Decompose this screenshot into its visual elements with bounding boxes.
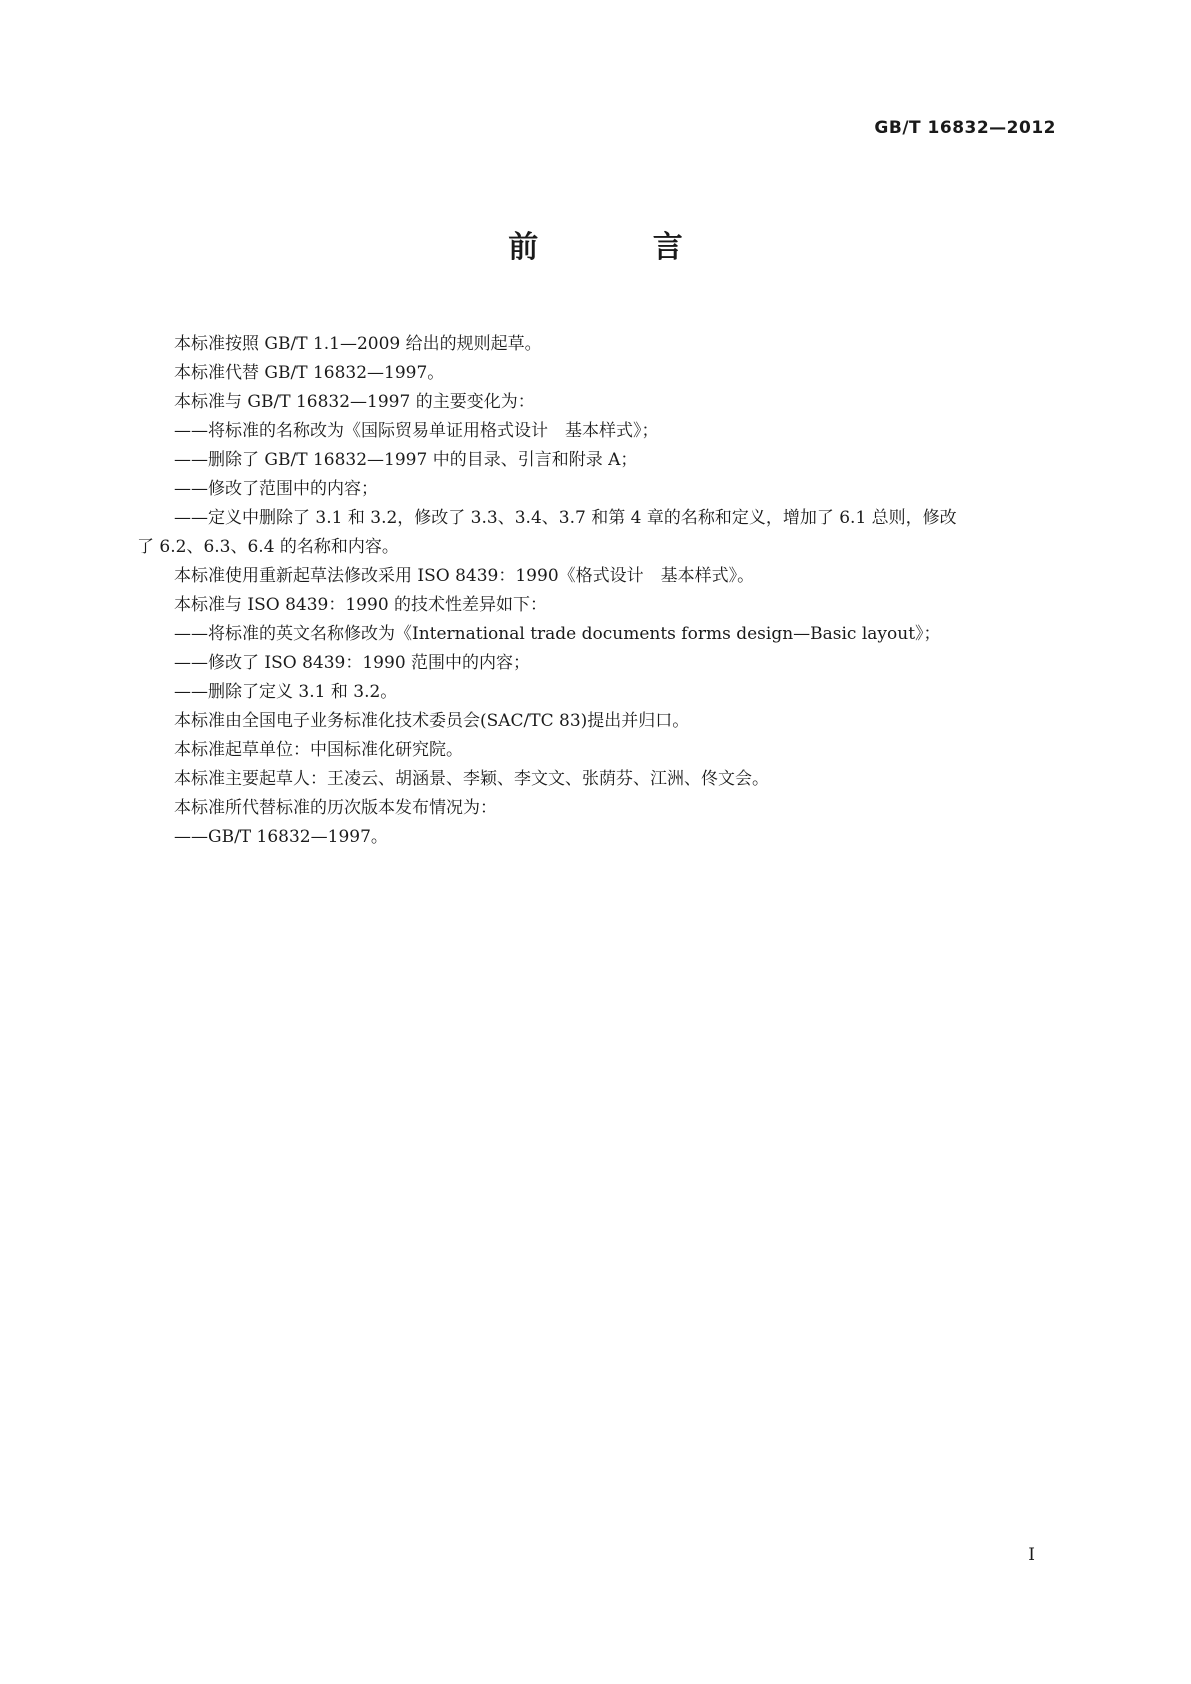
- list-item: ——定义中删除了 3.1 和 3.2，修改了 3.3、3.4、3.7 和第 4 章的名称和定义，增加了 6.1 总则，修改: [174, 508, 957, 528]
- list-item: ——删除了 GB/T 16832—1997 中的目录、引言和附录 A；: [174, 450, 638, 470]
- list-item: ——修改了范围中的内容；: [174, 479, 378, 499]
- paragraph: 本标准使用重新起草法修改采用 ISO 8439：1990《格式设计 基本样式》。: [174, 566, 755, 586]
- list-item: ——将标准的名称改为《国际贸易单证用格式设计 基本样式》；: [174, 421, 659, 441]
- page-number: I: [1028, 1545, 1035, 1565]
- list-item: ——将标准的英文名称修改为《International trade documents forms design—Basic layout》；: [174, 624, 941, 644]
- paragraph: 本标准由全国电子业务标准化技术委员会(SAC/TC 83)提出并归口。: [174, 711, 690, 731]
- paragraph: 本标准与 GB/T 16832—1997 的主要变化为：: [174, 392, 535, 412]
- list-item-continuation: 了 6.2、6.3、6.4 的名称和内容。: [137, 537, 399, 557]
- paragraph: 本标准代替 GB/T 16832—1997。: [174, 363, 445, 383]
- paragraph: 本标准起草单位：中国标准化研究院。: [174, 740, 463, 760]
- paragraph: 本标准与 ISO 8439：1990 的技术性差异如下：: [174, 595, 548, 615]
- list-item: ——修改了 ISO 8439：1990 范围中的内容；: [174, 653, 531, 673]
- paragraph: 本标准所代替标准的历次版本发布情况为：: [174, 798, 497, 818]
- standard-code: GB/T 16832—2012: [874, 118, 1056, 138]
- foreword-body: [137, 330, 1057, 852]
- paragraph: 本标准主要起草人：王凌云、胡涵景、李颖、李文文、张荫芬、江洲、佟文会。: [174, 769, 769, 789]
- list-item: ——GB/T 16832—1997。: [174, 827, 388, 847]
- page-title: 前 言: [508, 230, 735, 265]
- list-item: ——删除了定义 3.1 和 3.2。: [174, 682, 398, 702]
- paragraph: 本标准按照 GB/T 1.1—2009 给出的规则起草。: [174, 334, 542, 354]
